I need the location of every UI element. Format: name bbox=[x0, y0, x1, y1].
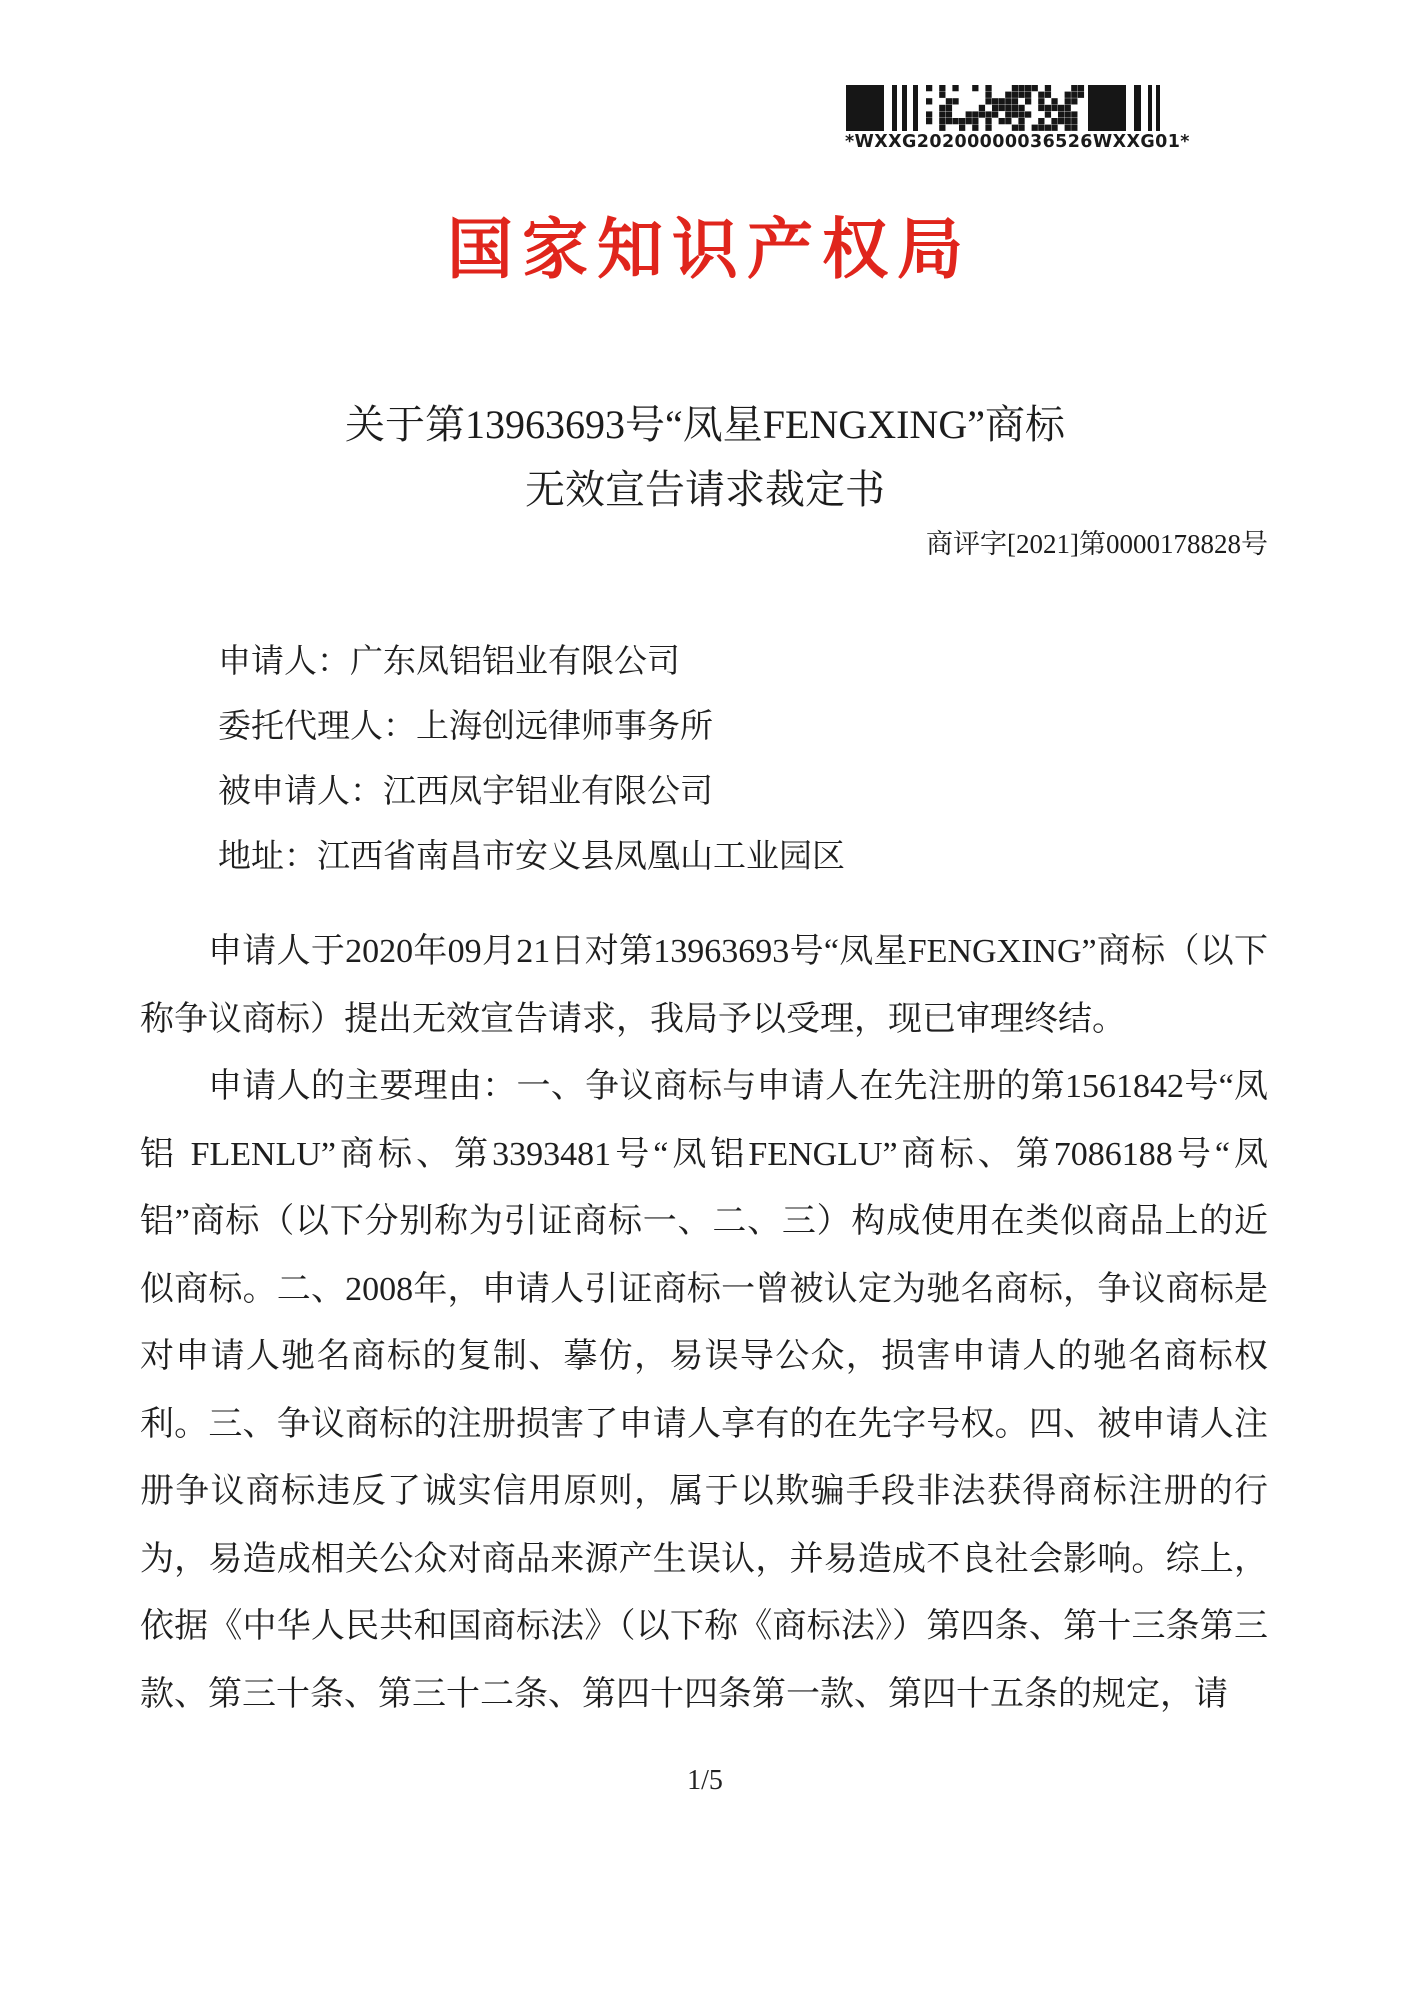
body-text bbox=[140, 918, 1268, 1728]
barcode-text: *WXXG20200000036526WXXG01* bbox=[845, 132, 1190, 152]
document-title bbox=[0, 392, 1410, 522]
agent-line: 委托代理人：上海创远律师事务所 bbox=[218, 709, 713, 745]
paragraph-case-acceptance: 申请人于2020年09月21日对第13963693号“凤星FENGXING”商标（以下称争议商标）提出无效宣告请求，我局予以受理，现已审理终结。 bbox=[140, 933, 1268, 1038]
barcode-pattern-icon bbox=[846, 85, 1162, 131]
agency-title: 国家知识产权局 bbox=[447, 212, 972, 286]
address-line: 地址：江西省南昌市安义县凤凰山工业园区 bbox=[218, 839, 845, 875]
document-title-line1: 关于第13963693号“凤星FENGXING”商标 bbox=[345, 402, 1065, 447]
page-number: 1/5 bbox=[687, 1765, 723, 1796]
barcode bbox=[845, 85, 1190, 152]
document-title-line2: 无效宣告请求裁定书 bbox=[525, 467, 885, 512]
paragraph-applicant-reasons: 申请人的主要理由：一、争议商标与申请人在先注册的第1561842号“凤铝 FLENLU”商标、第3393481号“凤铝FENGLU”商标、第7086188号“凤铝”商标（以下分别称为引证商标一、二、三）构成使用在类似商品上的近似商标。二、2008年，申请人引证商标一曾被认定为驰名商标，争议商标是对申请人驰名商标的复制、摹仿，易误导公众，损害申请人的驰名商标权利。三、争议商标的注册损害了申请人享有的在先字号权。四、被申请人注册争议商标违反了诚实信用原则，属于以欺骗手段非法获得商标注册的行为，易造成相关公众对商品来源产生误认，并易造成不良社会影响。综上，依据《中华人民共和国商标法》（以下称《商标法》）第四条、第十三条第三款、第三十条、第三十二条、第四十四条第一款、第四十五条的规定，请 bbox=[140, 1068, 1268, 1713]
parties-section bbox=[218, 630, 845, 890]
case-number: 商评字[2021]第0000178828号 bbox=[926, 529, 1268, 559]
respondent-line: 被申请人：江西凤宇铝业有限公司 bbox=[218, 774, 713, 810]
applicant-line: 申请人：广东凤铝铝业有限公司 bbox=[218, 644, 680, 680]
